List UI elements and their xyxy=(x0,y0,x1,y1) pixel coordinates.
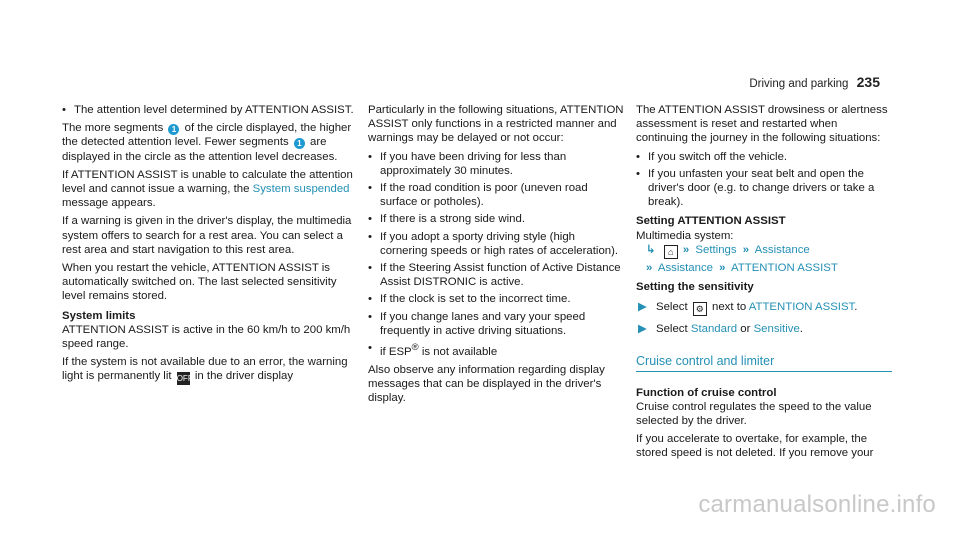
attention-assist-off-warning-icon: OFF xyxy=(176,374,193,384)
setting-attention-assist-heading: Setting ATTENTION ASSIST xyxy=(636,215,786,228)
function-paragraph-1: Cruise control regulates the speed to the value selected by the driver. xyxy=(636,400,872,428)
home-icon: ⌂ xyxy=(664,245,678,259)
section-title: Cruise control and limiter xyxy=(636,354,775,369)
setting-sensitivity-heading: Setting the sensitivity xyxy=(636,281,754,294)
callout-marker-icon: 1 xyxy=(168,124,179,135)
page-header xyxy=(749,75,880,91)
double-chevron-icon: » xyxy=(742,243,750,256)
bullet-icon: • xyxy=(368,342,372,355)
list-item: • If the Steering Assist function of Active Distance Assist DISTRONIC is active. xyxy=(368,262,621,289)
double-chevron-icon: » xyxy=(646,261,653,274)
restart-paragraph: When you restart the vehicle, ATTENTION ASSIST is automatically switched on. The last selected sensitivity level remains stored. xyxy=(62,262,337,303)
suspended-paragraph: If ATTENTION ASSIST is unable to calculate the attention level and cannot issue a warning, the System suspended message appears. xyxy=(62,168,353,210)
path-settings: Settings xyxy=(695,243,737,256)
step-2: ▶ Select Standard or Sensitive. xyxy=(638,323,803,336)
segments-paragraph: The more segments 1 of the circle displayed, the higher the detected attention level. Fewer segments 1 are displayed in the circle as the attention level decreases. xyxy=(62,122,352,163)
bullet-icon: • xyxy=(368,310,372,323)
header-section-title: Driving and parking xyxy=(749,78,849,90)
list-item: • The attention level determined by ATTENTION ASSIST. xyxy=(62,104,354,116)
attention-assist-link: ATTENTION ASSIST xyxy=(748,301,855,314)
section-divider xyxy=(636,371,892,372)
menu-path-intro: Multimedia system: xyxy=(636,229,734,242)
warning-light-paragraph: If the system is not available due to an error, the warning light is permanently lit OFF in the driver display xyxy=(62,356,348,384)
list-item: • If you unfasten your seat belt and open the driver's door (e.g. to change drivers or take a break). xyxy=(636,167,875,209)
standard-option: Standard xyxy=(690,323,738,336)
list-item: • If you have been driving for less than approximately 30 minutes. xyxy=(368,150,567,177)
list-item: • If you change lanes and vary your speed frequently in active driving situations. xyxy=(368,310,586,337)
function-paragraph-2: If you accelerate to overtake, for example, the stored speed is not deleted. If you remove your xyxy=(636,433,874,460)
column-3 xyxy=(636,103,892,465)
bullet-icon: • xyxy=(368,150,372,163)
bullet-icon: • xyxy=(62,104,66,116)
bullet-icon: • xyxy=(368,213,372,226)
step-1: ▶ Select ⚙ next to ATTENTION ASSIST. xyxy=(638,301,858,315)
display-messages-paragraph: Also observe any information regarding display messages that can be displayed in the driver's display. xyxy=(368,364,605,405)
double-chevron-icon: » xyxy=(682,243,690,256)
callout-marker-icon: 1 xyxy=(294,138,305,149)
path-attention-assist: ATTENTION ASSIST xyxy=(731,261,838,274)
list-item: • If there is a strong side wind. xyxy=(368,213,525,226)
path-start-icon: ↳ xyxy=(646,243,656,256)
bullet-icon: • xyxy=(368,230,372,243)
reset-paragraph: The ATTENTION ASSIST drowsiness or alertness assessment is reset and restarted when continuing the journey in the following situations: xyxy=(636,104,888,145)
restriction-list xyxy=(368,150,625,359)
bullet-icon: • xyxy=(368,262,372,275)
system-limits-heading: System limits xyxy=(62,309,136,322)
bullet-icon: • xyxy=(636,150,640,163)
system-suspended-message: System suspended xyxy=(252,183,350,196)
step-arrow-icon: ▶ xyxy=(638,301,647,314)
path-assistance: Assistance xyxy=(754,243,810,256)
settings-gear-icon: ⚙ xyxy=(693,302,707,316)
list-item: • if ESP® is not available xyxy=(368,342,498,358)
step-arrow-icon: ▶ xyxy=(638,323,647,336)
reset-list xyxy=(636,150,892,210)
list-item: • If the clock is set to the incorrect time. xyxy=(368,293,571,306)
sensitive-option: Sensitive xyxy=(753,323,800,336)
bullet-icon: • xyxy=(368,293,372,306)
function-heading: Function of cruise control xyxy=(636,386,777,399)
double-chevron-icon: » xyxy=(719,261,726,274)
list-item: • If you adopt a sporty driving style (high cornering speeds or high rates of acceleration). xyxy=(368,230,619,257)
page-number: 235 xyxy=(856,74,880,90)
path-assistance-2: Assistance xyxy=(657,261,713,274)
rest-area-paragraph: If a warning is given in the driver's display, the multimedia system offers to search for a rest area. You can select a rest area and start navigation to this rest area. xyxy=(62,215,352,256)
menu-path xyxy=(636,243,892,259)
speed-range-paragraph: ATTENTION ASSIST is active in the 60 km/h to 200 km/h speed range. xyxy=(62,323,351,351)
column-2 xyxy=(368,103,625,410)
list-item: • If you switch off the vehicle. xyxy=(636,150,788,163)
bullet-icon: • xyxy=(368,182,372,195)
attention-bullets xyxy=(62,103,354,117)
list-item: • If the road condition is poor (uneven road surface or potholes). xyxy=(368,182,588,209)
bullet-icon: • xyxy=(636,167,640,180)
menu-path-cont xyxy=(636,261,892,275)
restriction-intro: Particularly in the following situations, ATTENTION ASSIST only functions in a restricted manner and warnings may be delayed or not occur: xyxy=(368,104,624,145)
column-1 xyxy=(62,103,354,389)
watermark: carmanualsonline.info xyxy=(698,491,936,518)
